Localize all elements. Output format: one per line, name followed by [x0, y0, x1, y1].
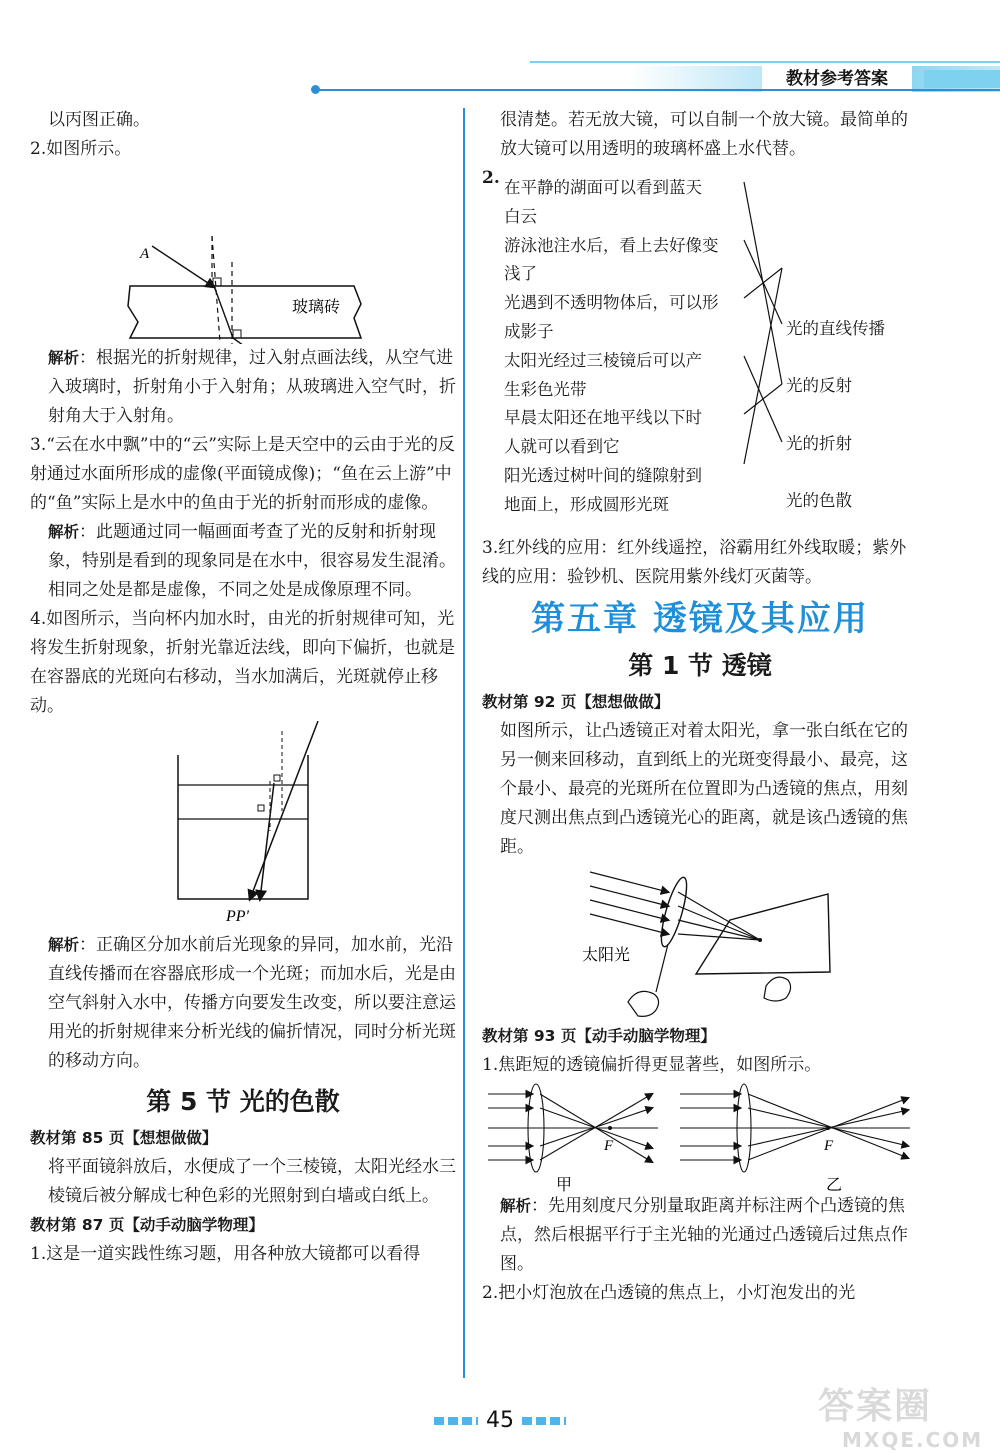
match-item: 人就可以看到它: [504, 437, 620, 457]
matching-lines: [482, 164, 918, 534]
section-title: 第 5 节 光的色散: [146, 1087, 340, 1116]
analysis-label: 解析: [48, 349, 80, 367]
watermark-logo: 答案圈: [818, 1386, 933, 1427]
match-item: 在平静的湖面可以看到蓝天: [504, 178, 702, 197]
textbook-reference: 教材第 87 页【动手动脑学物理】: [30, 1216, 264, 1234]
column-divider: [463, 108, 465, 1378]
section-title: 第 1 节 透镜: [628, 651, 772, 680]
textbook-reference: 教材第 93 页【动手动脑学物理】: [482, 1027, 716, 1045]
answer-text: 将平面镜斜放后，水便成了一个三棱镜，太阳光经水三棱镜后被分解成七种色彩的光照射到白墙或白纸上。: [48, 1157, 456, 1206]
chapter-title: 第五章 透镜及其应用: [531, 599, 869, 639]
page-dots-left: [434, 1417, 478, 1425]
match-target: 光的直线传播: [786, 319, 885, 338]
page-dots-right: [522, 1417, 566, 1425]
analysis-text: ：此题通过同一幅画面考查了光的反射和折射现象，特别是看到的现象同是在水中，很容易发生混淆。相同之处是都是虚像，不同之处是成像原理不同。: [48, 522, 456, 600]
match-item: 早晨太阳还在地平线以下时: [504, 408, 702, 428]
analysis-text: ：正确区分加水前后光现象的异同，加水前，光沿直线传播而在容器底形成一个光斑；而加水后，光是由空气斜射入水中，传播方向要发生改变，所以要注意运用光的折射规律来分析光线的偏折情况，同时分析光斑的移动方向。: [48, 935, 456, 1071]
watermark-url: MXQE.COM: [842, 1428, 984, 1452]
analysis-label: 解析: [500, 1197, 532, 1215]
sunlight-lens-figure: [482, 862, 918, 1022]
question-2: 2.如图所示。: [30, 139, 132, 159]
header-tab-decoration: [924, 70, 1000, 88]
textbook-reference: 教材第 92 页【想想做做】: [482, 693, 670, 711]
question-3: 3.“云在水中飘”中的“云”实际上是天空中的云由于光的反射通过水面所形成的虚像(平面镜成像)；“鱼在云上游”中的“鱼”实际上是水中的鱼由于光的折射而形成的虚像。: [30, 435, 455, 513]
right-column: [482, 106, 918, 1308]
analysis-text: ：先用刻度尺分别量取距离并标注两个凸透镜的焦点，然后根据平行于主光轴的光通过凸透镜后过焦点作图。: [500, 1196, 908, 1274]
match-item: 浅了: [504, 264, 537, 284]
spot-label: PP′: [226, 908, 250, 925]
ray-label-a: A: [140, 246, 150, 262]
glass-label: 玻璃砖: [292, 297, 341, 316]
focus-label-f1: F: [604, 1138, 614, 1154]
match-item: 太阳光经过三棱镜后可以产: [504, 350, 702, 370]
match-target: 光的折射: [786, 434, 852, 453]
question-3: 3.红外线的应用：红外线遥控，浴霸用红外线取暖；紫外线的应用：验钞机、医院用紫外线灯灭菌等。: [482, 538, 907, 587]
analysis-label: 解析: [48, 936, 80, 954]
answer-text: 以丙图正确。: [48, 110, 150, 130]
match-item: 白云: [504, 206, 537, 226]
match-item: 成影子: [504, 321, 554, 341]
match-item: 光遇到不透明物体后，可以形: [504, 293, 719, 313]
header-title: 教材参考答案: [762, 66, 912, 92]
match-target: 光的反射: [786, 376, 852, 395]
match-item: 游泳池注水后，看上去好像变: [504, 235, 719, 255]
textbook-reference: 教材第 85 页【想想做做】: [30, 1129, 218, 1147]
caption-b: 乙: [826, 1175, 843, 1192]
page-number: 45: [486, 1408, 514, 1433]
analysis-label: 解析: [48, 523, 80, 541]
header-rule-dot: [311, 85, 320, 94]
caption-a: 甲: [556, 1175, 573, 1192]
answer-text: 很清楚。若无放大镜，可以自制一个放大镜。最简单的放大镜可以用透明的玻璃杯盛上水代替。: [500, 110, 908, 159]
answer-text: 如图所示，让凸透镜正对着太阳光，拿一张白纸在它的另一侧来回移动，直到纸上的光斑变得最小、最亮，这个最小、最亮的光斑所在位置即为凸透镜的焦点，用刻度尺测出焦点到凸透镜光心的距离，就是该凸透镜的焦距。: [500, 721, 908, 857]
question-1: 1.这是一道实践性练习题，用各种放大镜都可以看得: [30, 1244, 421, 1264]
match-item: 生彩色光带: [504, 379, 587, 399]
water-cup-figure: [30, 721, 456, 931]
question-1: 1.焦距短的透镜偏折得更显著些，如图所示。: [482, 1055, 822, 1075]
match-item: 阳光透过树叶间的缝隙射到: [504, 465, 702, 485]
header-accent-line: [530, 61, 1000, 63]
match-target: 光的色散: [786, 491, 852, 510]
refraction-glass-figure: [30, 164, 456, 344]
header-rule: [315, 89, 1000, 91]
matching-exercise: [482, 164, 918, 534]
question-2-number: 2.: [482, 168, 500, 188]
question-2: 2.把小灯泡放在凸透镜的焦点上，小灯泡发出的光: [482, 1283, 856, 1303]
match-item: 地面上，形成圆形光斑: [504, 494, 669, 514]
left-column: [30, 106, 456, 1269]
focal-length-figure: [482, 1080, 918, 1192]
question-4: 4.如图所示，当向杯内加水时，由光的折射规律可知，光将发生折射现象，折射光靠近法线，即向下偏折，也就是在容器底的光斑向右移动，当水加满后，光斑就停止移动。: [30, 609, 455, 716]
sunlight-label: 太阳光: [582, 945, 631, 964]
analysis-text: ：根据光的折射规律，过入射点画法线，从空气进入玻璃时，折射角小于入射角；从玻璃进入空气时，折射角大于入射角。: [48, 348, 456, 426]
focus-label-f2: F: [824, 1138, 834, 1154]
